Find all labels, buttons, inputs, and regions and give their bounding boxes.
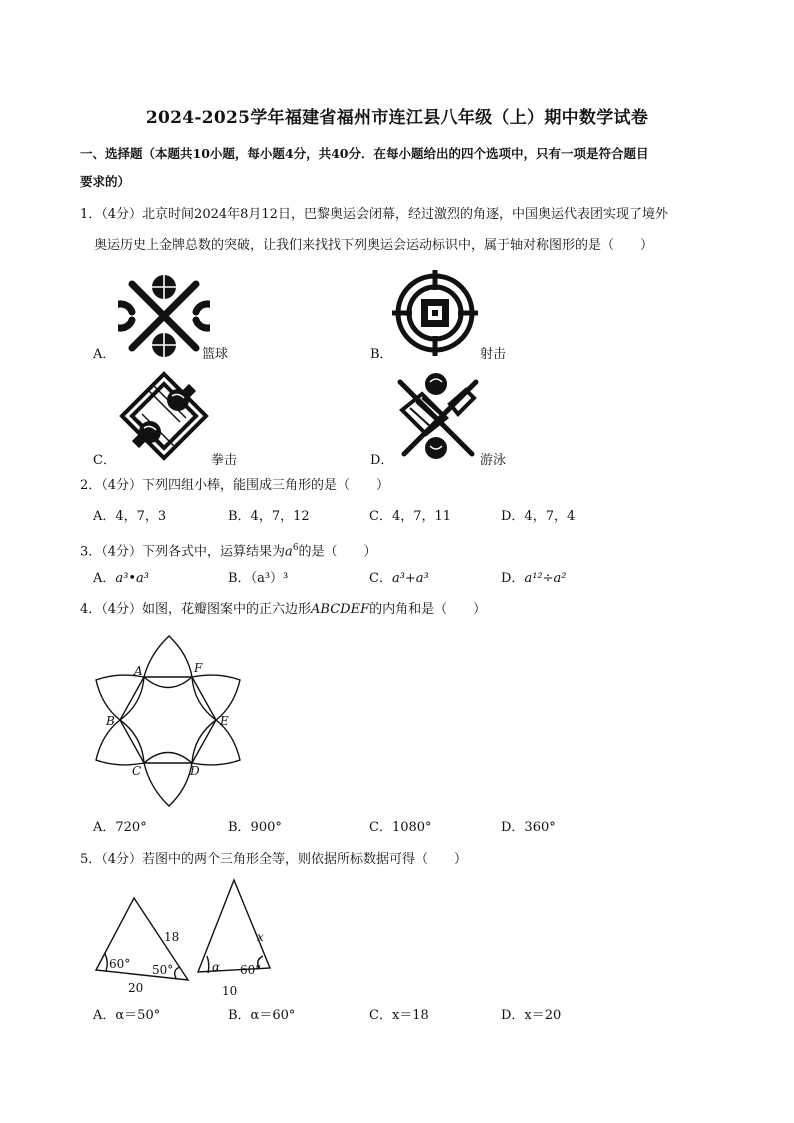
q5-option-a: A．α＝50° [93,1008,161,1023]
q1-stem-line2: 奥运历史上金牌总数的突破，让我们来找找下列奥运会运动标识中，属于轴对称图形的是（ ） [94,238,654,253]
q4-option-d: D．360° [501,820,556,835]
q1-option-a-caption: 篮球 [202,347,229,362]
q4-stem [80,598,486,622]
q3-option-b-label: B． [228,571,251,586]
q3-stem-exp: 6 [292,543,299,553]
q5-option-d: D．x＝20 [501,1008,562,1023]
q3-stem [80,536,377,564]
shooting-target-pictogram-icon [392,270,478,356]
q4-option-a: A．720° [93,820,147,835]
q4-label-f: F [194,661,203,675]
section-header-line1: 一、选择题（本题共10小题，每小题4分，共40分．在每小题给出的四个选项中，只有一项是符合题目 [80,146,649,161]
q4-label-a: A [134,664,143,678]
q3-option-a-label: A． [93,571,116,586]
q1-option-d-label: D． [370,453,394,468]
q3-option-a [93,569,149,589]
q5-t1-side-right: 18 [164,930,180,944]
basketball-pictogram-icon [118,270,210,362]
q5-option-b: B．α＝60° [228,1008,296,1023]
q5-t2-angle-left: α [212,960,221,974]
q3-option-d [501,569,566,589]
swimming-pictogram-icon [392,370,484,462]
q4-stem-pre: 4．（4分）如图，花瓣图案中的正六边形 [80,602,312,617]
q1-option-c-label: C． [93,453,116,468]
q1-option-b-caption: 射击 [480,347,507,362]
page-title: 2024-2025学年福建省福州市连江县八年级（上）期中数学试卷 [145,108,649,128]
q3-option-c-text: a³+a³ [391,571,429,586]
q5-t2-side-right: x [257,930,264,944]
hexagon-petal-figure [92,632,244,816]
q3-option-a-text: a³•a³ [115,571,149,586]
section-header-line2: 要求的） [80,174,131,189]
q4-label-d: D [190,764,200,778]
q5-t1-base: 20 [128,981,144,995]
q3-option-d-label: D． [501,571,525,586]
q2-option-b: B．4，7，12 [228,509,310,524]
boxing-pictogram-icon [118,370,210,462]
q3-stem-post: 的是（ ） [298,544,377,560]
q3-option-b-text: （a³）³ [250,571,289,586]
q5-option-c: C．x＝18 [369,1008,429,1023]
q3-option-c-label: C． [369,571,392,586]
q1-option-a-label: A． [93,347,116,362]
q4-stem-post: 的内角和是（ ） [369,602,487,617]
q4-label-e: E [220,714,229,728]
q4-stem-var: ABCDEF [311,602,370,617]
q5-t2-base: 10 [222,984,238,998]
q1-option-b-label: B． [370,347,393,362]
q4-option-b: B．900° [228,820,282,835]
q4-option-c: C．1080° [369,820,432,835]
q3-option-d-text: a¹²÷a² [524,571,567,586]
q2-option-c: C．4，7，11 [369,509,452,524]
q4-label-b: B [106,714,115,728]
q1-option-c-caption: 拳击 [211,453,238,468]
q3-option-c [369,569,429,589]
q5-stem: 5．（4分）若图中的两个三角形全等，则依据所标数据可得（ ） [80,852,468,867]
q5-t2-angle-right: 60° [240,963,262,977]
q3-option-b [228,569,288,589]
q1-stem-line1: 1．（4分）北京时间2024年8月12日，巴黎奥运会闭幕，经过激烈的角逐，中国奥运代表团实现了境外 [80,207,668,222]
q1-option-d-caption: 游泳 [480,453,507,468]
q3-stem-var: a [285,544,293,560]
congruent-triangles-figure [92,876,282,1000]
q2-stem: 2．（4分）下列四组小棒，能围成三角形的是（ ） [80,478,390,493]
q5-t1-angle-right: 50° [152,963,174,977]
q4-label-c: C [132,764,142,778]
q5-t1-angle-left: 60° [109,957,131,971]
q3-stem-pre: 3．（4分）下列各式中，运算结果为 [80,544,286,560]
q2-option-a: A．4，7，3 [93,509,167,524]
q2-option-d: D．4，7，4 [501,509,576,524]
